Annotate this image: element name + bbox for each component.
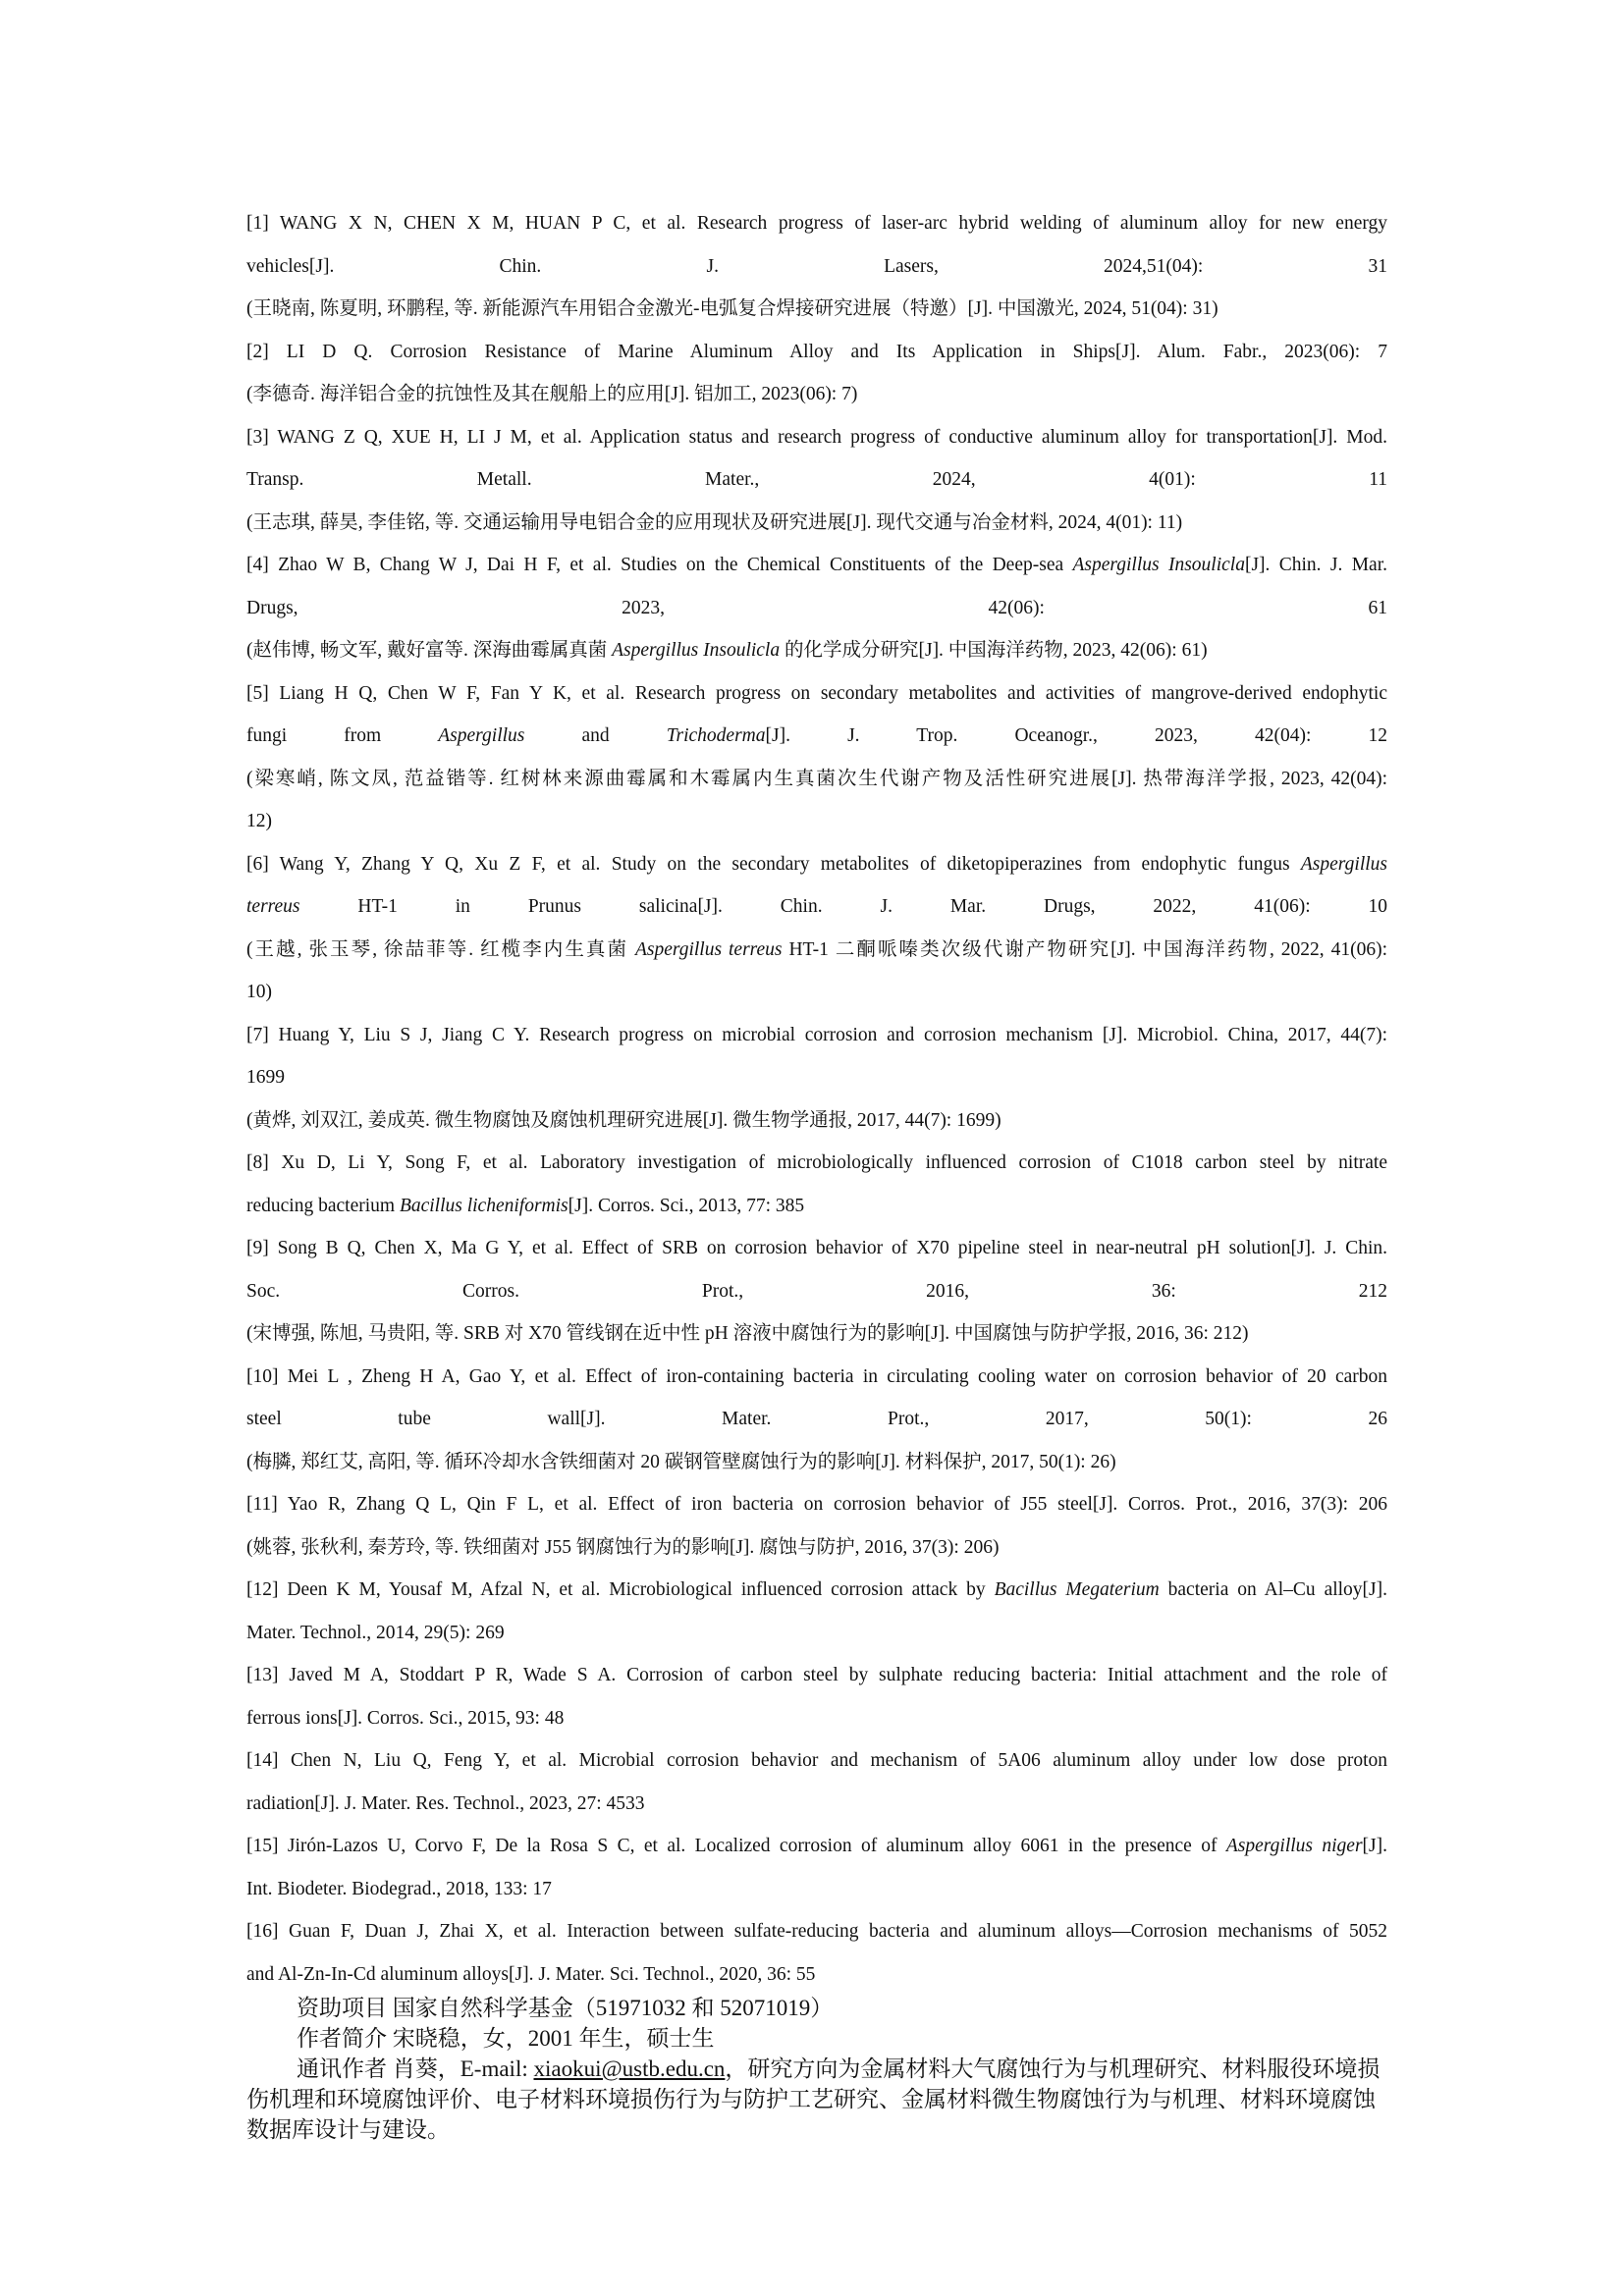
reference-text: [3] WANG Z Q, XUE H, LI J M, et al. Application status and research progress of conductive aluminum alloy for transportation[J]. Mod.	[246, 426, 1387, 448]
reference-text: 12)	[246, 811, 272, 831]
reference-line	[246, 929, 1387, 972]
reference-text: [6] Wang Y, Zhang Y Q, Xu Z F, et al. Study on the secondary metabolites of diketopiperazines from endophytic fungus	[246, 853, 1301, 875]
reference-line	[246, 1654, 1387, 1697]
reference-text: [J].	[1362, 1836, 1387, 1856]
reference-text: Aspergillus niger	[1225, 1836, 1363, 1856]
reference-line	[246, 629, 1387, 672]
reference-text: Bacillus licheniformis	[399, 1195, 568, 1216]
author-info	[246, 1993, 1387, 2145]
reference-text: Transp. Metall. Mater., 2024, 4(01): 11	[246, 469, 1387, 490]
reference-text: [14] Chen N, Liu Q, Feng Y, et al. Microbial corrosion behavior and mechanism of 5A06 aluminum alloy under low dose proton	[246, 1750, 1387, 1771]
reference-line	[246, 544, 1387, 587]
reference-line	[246, 1825, 1387, 1868]
reference-text: Aspergillus Insoulicla	[1072, 555, 1245, 575]
reference-line	[246, 1739, 1387, 1783]
corresponding-author	[246, 2054, 1387, 2145]
reference-text: vehicles[J]. Chin. J. Lasers, 2024,51(04): 31	[246, 255, 1387, 277]
reference-line	[246, 1398, 1387, 1441]
reference-text: steel tube wall[J]. Mater. Prot., 2017, 50(1): 26	[246, 1409, 1387, 1429]
reference-text: (李德奇. 海洋铝合金的抗蚀性及其在舰船上的应用[J]. 铝加工, 2023(06): 7)	[246, 384, 858, 404]
reference-text: (黄烨, 刘双江, 姜成英. 微生物腐蚀及腐蚀机理研究进展[J]. 微生物学通报, 2017, 44(7): 1699)	[246, 1109, 1001, 1131]
reference-text: ferrous ions[J]. Corros. Sci., 2015, 93: 48	[246, 1707, 565, 1729]
reference-line	[246, 843, 1387, 886]
reference-line	[246, 1014, 1387, 1057]
reference-text: 1699	[246, 1067, 285, 1088]
reference-text: reducing bacterium	[246, 1195, 400, 1216]
reference-text: [15] Jirón-Lazos U, Corvo F, De la Rosa S C, et al. Localized corrosion of aluminum alloy 6061 in the presence of	[246, 1836, 1226, 1856]
reference-text: (王志琪, 薛昊, 李佳铭, 等. 交通运输用导电铝合金的应用现状及研究进展[J]. 现代交通与冶金材料, 2024, 4(01): 11)	[246, 511, 1183, 533]
reference-line	[246, 1612, 1387, 1655]
reference-text: [11] Yao R, Zhang Q L, Qin F L, et al. Effect of iron bacteria on corrosion behavior of J55 steel[J]. Corros. Prot., 2016, 37(3): 206	[246, 1494, 1387, 1515]
reference-line	[246, 971, 1387, 1014]
reference-text: [8] Xu D, Li Y, Song F, et al. Laboratory investigation of microbiologically influenced corrosion of C1018 carbon steel by nitrate	[246, 1152, 1387, 1173]
reference-line	[246, 1441, 1387, 1484]
reference-line	[246, 1697, 1387, 1740]
funding-note: 资助项目 国家自然科学基金（51971032 和 52071019）	[297, 1996, 834, 2020]
reference-text: [16] Guan F, Duan J, Zhai X, et al. Interaction between sulfate-reducing bacteria and aluminum alloys—Corrosion mechanisms of 5052	[246, 1921, 1387, 1942]
reference-line	[246, 1312, 1387, 1356]
reference-text: (姚蓉, 张秋利, 秦芳玲, 等. 铁细菌对 J55 钢腐蚀行为的影响[J]. 腐蚀与防护, 2016, 37(3): 206)	[246, 1536, 1000, 1558]
reference-text: Aspergillus Insoulicla	[612, 640, 781, 661]
reference-line	[246, 1569, 1387, 1612]
reference-text: terreus	[246, 896, 300, 917]
reference-text: [10] Mei L , Zheng H A, Gao Y, et al. Effect of iron-containing bacteria in circulating cooling water on corrosion behavior of 20 carbon	[246, 1365, 1387, 1387]
reference-text: Int. Biodeter. Biodegrad., 2018, 133: 17	[246, 1878, 552, 1899]
reference-line	[246, 1270, 1387, 1313]
reference-line	[246, 1868, 1387, 1911]
reference-line	[246, 800, 1387, 843]
reference-text: [5] Liang H Q, Chen W F, Fan Y K, et al. Research progress on secondary metabolites and activities of mangrove-derived endophytic	[246, 682, 1387, 704]
reference-text: bacteria on Al–Cu alloy[J].	[1159, 1579, 1388, 1600]
reference-text: [J]. J. Trop. Oceanogr., 2023, 42(04): 12	[765, 725, 1387, 746]
reference-line	[246, 1099, 1387, 1143]
reference-line	[246, 202, 1387, 245]
reference-line	[246, 1142, 1387, 1185]
reference-text: [13] Javed M A, Stoddart P R, Wade S A. Corrosion of carbon steel by sulphate reducing bacteria: Initial attachment and the role of	[246, 1665, 1387, 1685]
reference-text: 的化学成分研究[J]. 中国海洋药物, 2023, 42(06): 61)	[780, 640, 1208, 661]
corresponding-author-research: ，研究方向为金属材料大气腐蚀行为与机理研究、材料服役环境损伤机理和环境腐蚀评价、电子材料环境损伤行为与防护工艺研究、金属材料微生物腐蚀行为与机理、材料环境腐蚀数据库设计与建设。	[246, 2056, 1380, 2142]
reference-line	[246, 587, 1387, 630]
reference-text: radiation[J]. J. Mater. Res. Technol., 2023, 27: 4533	[246, 1792, 645, 1814]
reference-text: and Al-Zn-In-Cd aluminum alloys[J]. J. Mater. Sci. Technol., 2020, 36: 55	[246, 1963, 816, 1985]
reference-text: [J]. Chin. J. Mar.	[1244, 555, 1388, 575]
reference-line	[246, 416, 1387, 459]
reference-line	[246, 672, 1387, 716]
reference-line	[246, 1056, 1387, 1099]
reference-line	[246, 1227, 1387, 1270]
reference-text: Aspergillus terreus	[634, 938, 783, 960]
reference-text: [12] Deen K M, Yousaf M, Afzal N, et al. Microbiological influenced corrosion attack by	[246, 1579, 995, 1600]
reference-line	[246, 1953, 1387, 1997]
reference-text: Drugs, 2023, 42(06): 61	[246, 597, 1387, 618]
reference-text: (梅膦, 郑红艾, 高阳, 等. 循环冷却水含铁细菌对 20 碳钢管壁腐蚀行为的影响[J]. 材料保护, 2017, 50(1): 26)	[246, 1451, 1116, 1472]
reference-line	[246, 1356, 1387, 1399]
reference-text: HT-1 二酮哌嗪类次级代谢产物研究[J]. 中国海洋药物, 2022, 41(06):	[782, 938, 1387, 960]
reference-text: fungi from	[246, 725, 439, 746]
corresponding-author-prefix: 通讯作者 肖葵，E-mail:	[297, 2056, 534, 2081]
reference-line	[246, 1783, 1387, 1826]
author-bio: 作者简介 宋晓稳，女，2001 年生，硕士生	[297, 2026, 715, 2051]
reference-text: [9] Song B Q, Chen X, Ma G Y, et al. Effect of SRB on corrosion behavior of X70 pipeline steel in near-neutral pH solution[J]. J. Chin.	[246, 1238, 1387, 1258]
reference-text: Aspergillus	[438, 725, 525, 746]
reference-line	[246, 373, 1387, 416]
reference-text: Aspergillus	[1300, 853, 1387, 875]
reference-line	[246, 1526, 1387, 1570]
reference-text: (王越, 张玉琴, 徐喆菲等. 红榄李内生真菌	[246, 938, 635, 960]
reference-text: Trichoderma	[666, 725, 766, 746]
email-link[interactable]: xiaokui@ustb.edu.cn	[533, 2056, 726, 2081]
reference-text: (王晓南, 陈夏明, 环鹏程, 等. 新能源汽车用铝合金激光-电弧复合焊接研究进展（特邀）[J]. 中国激光, 2024, 51(04): 31)	[246, 298, 1218, 319]
reference-line	[246, 502, 1387, 545]
reference-line	[246, 758, 1387, 801]
reference-text: (梁寒峭, 陈文凤, 范益锴等. 红树林来源曲霉属和木霉属内生真菌次生代谢产物及活性研究进展[J]. 热带海洋学报, 2023, 42(04):	[246, 768, 1387, 789]
reference-text: [2] LI D Q. Corrosion Resistance of Marine Aluminum Alloy and Its Application in Ships[J]. Alum. Fabr., 2023(06): 7	[246, 341, 1387, 362]
reference-line	[246, 245, 1387, 289]
reference-line	[246, 1185, 1387, 1228]
reference-text: 10)	[246, 982, 272, 1002]
reference-text: [1] WANG X N, CHEN X M, HUAN P C, et al. Research progress of laser-arc hybrid welding of aluminum alloy for new energy	[246, 213, 1387, 234]
reference-text: [7] Huang Y, Liu S J, Jiang C Y. Research progress on microbial corrosion and corrosion mechanism [J]. Microbiol. China, 2017, 44(7):	[246, 1024, 1387, 1045]
reference-line	[246, 331, 1387, 374]
reference-line	[246, 458, 1387, 502]
reference-line	[246, 288, 1387, 331]
reference-text: Mater. Technol., 2014, 29(5): 269	[246, 1622, 505, 1643]
reference-text: (赵伟博, 畅文军, 戴好富等. 深海曲霉属真菌	[246, 640, 613, 661]
reference-text: and	[524, 725, 667, 746]
reference-text: HT-1 in Prunus salicina[J]. Chin. J. Mar. Drugs, 2022, 41(06): 10	[299, 896, 1387, 917]
reference-text: Bacillus Megaterium	[994, 1579, 1160, 1600]
reference-text: [J]. Corros. Sci., 2013, 77: 385	[568, 1195, 805, 1216]
reference-line	[246, 1483, 1387, 1526]
reference-text: [4] Zhao W B, Chang W J, Dai H F, et al. Studies on the Chemical Constituents of the Deep-sea	[246, 555, 1073, 575]
reference-list	[246, 202, 1387, 1996]
reference-line	[246, 1910, 1387, 1953]
reference-line	[246, 885, 1387, 929]
reference-text: (宋博强, 陈旭, 马贵阳, 等. SRB 对 X70 管线钢在近中性 pH 溶液中腐蚀行为的影响[J]. 中国腐蚀与防护学报, 2016, 36: 212)	[246, 1323, 1249, 1344]
reference-text: Soc. Corros. Prot., 2016, 36: 212	[246, 1280, 1387, 1302]
reference-line	[246, 715, 1387, 758]
